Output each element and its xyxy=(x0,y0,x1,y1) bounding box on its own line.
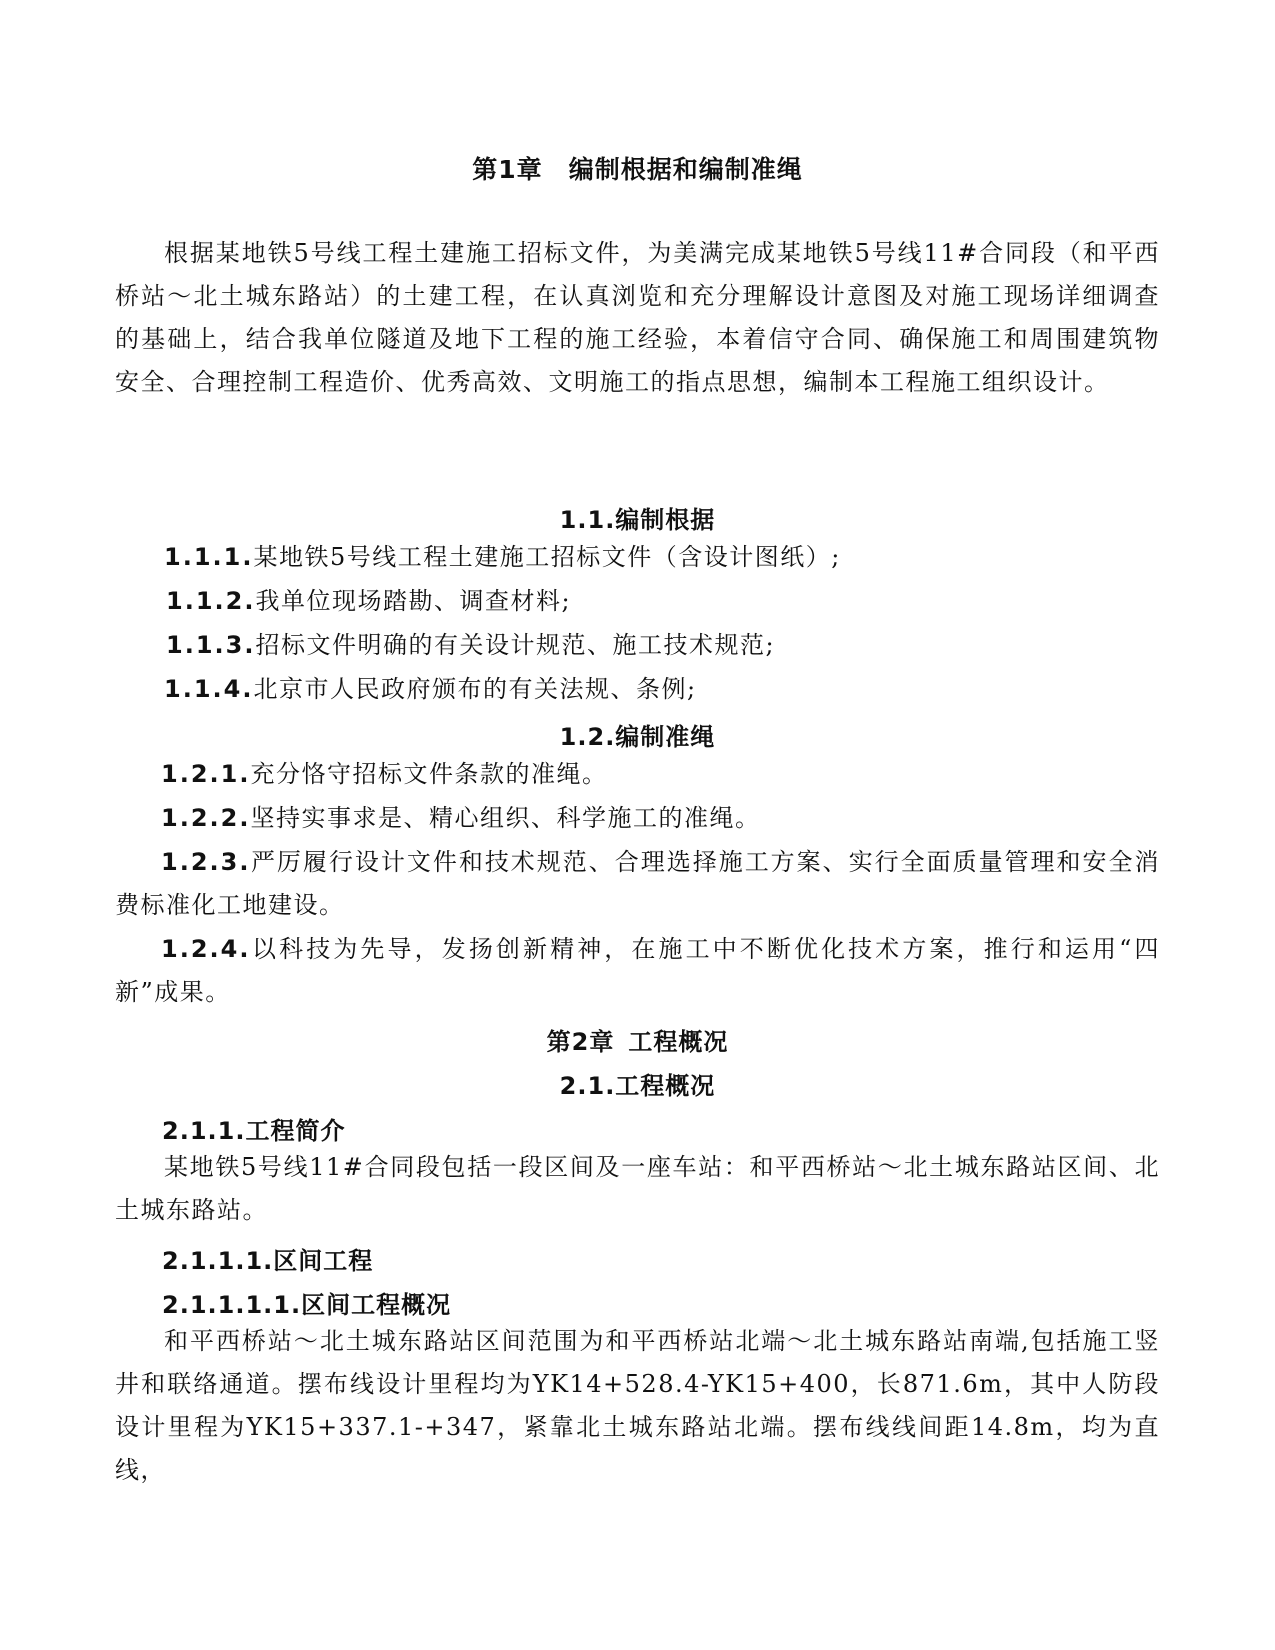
list-item-1-2-4 xyxy=(115,928,1160,1014)
list-item-1-1-2 xyxy=(115,580,1160,623)
chapter-1-title: 编制根据和编制准绳 xyxy=(568,155,803,184)
section-1-2-heading: 1.2.编制准绳 xyxy=(559,723,716,751)
item-number: 1.2.2. xyxy=(161,804,251,832)
list-item-1-2-1 xyxy=(115,753,1160,796)
chapter-2-title: 工程概况 xyxy=(628,1028,729,1056)
item-number: 1.1.1. xyxy=(164,543,254,571)
item-number: 1.2.3. xyxy=(161,848,251,876)
item-number: 1.2.1. xyxy=(161,760,251,788)
list-item-1-2-2 xyxy=(115,797,1160,840)
chapter-1-number: 第1章 xyxy=(472,155,543,184)
item-text: 坚持实事求是、精心组织、科学施工的准绳。 xyxy=(250,804,761,832)
section-2-1-heading: 2.1.工程概况 xyxy=(559,1072,716,1100)
section-1-1-heading: 1.1.编制根据 xyxy=(559,506,716,534)
item-text: 严厉履行设计文件和技术规范、合理选择施工方案、实行全面质量管理和安全消费标准化工地建设。 xyxy=(115,848,1160,919)
intro-paragraph: 根据某地铁5号线工程土建施工招标文件，为美满完成某地铁5号线11#合同段（和平西桥站～北土城东路站）的土建工程，在认真浏览和充分理解设计意图及对施工现场详细调查的基础上，结合我单位隧道及地下工程的施工经验，本着信守合同、确保施工和周围建筑物安全、合理控制工程造价、优秀高效、文明施工的指点思想，编制本工程施工组织设计。 xyxy=(115,239,1160,396)
item-text: 我单位现场踏勘、调查材料; xyxy=(255,587,572,615)
list-item-1-1-1 xyxy=(115,536,1160,579)
item-number: 1.1.2. xyxy=(166,587,256,615)
project-intro-paragraph: 某地铁5号线11#合同段包括一段区间及一座车站：和平西桥站～北土城东路站区间、北土城东路站。 xyxy=(115,1153,1160,1224)
interval-overview-paragraph: 和平西桥站～北土城东路站区间范围为和平西桥站北端～北土城东路站南端,包括施工竖井和联络通道。摆布线设计里程均为YK14+528.4-YK15+400，长871.6m，其中人防段设计里程为YK15+337.1-+347，紧靠北土城东路站北端。摆布线线间距14.8m，均为直线， xyxy=(115,1327,1160,1484)
item-number: 1.1.3. xyxy=(166,631,256,659)
item-text: 充分恪守招标文件条款的准绳。 xyxy=(250,760,608,788)
subsection-2-1-1-1-heading: 2.1.1.1.区间工程 xyxy=(162,1247,374,1275)
item-text: 以科技为先导，发扬创新精神，在施工中不断优化技术方案，推行和运用“四新”成果。 xyxy=(115,935,1160,1006)
list-item-1-1-3 xyxy=(115,624,1160,667)
item-text: 某地铁5号线工程土建施工招标文件（含设计图纸）; xyxy=(253,543,841,571)
item-text: 北京市人民政府颁布的有关法规、条例; xyxy=(253,675,697,703)
item-number: 1.1.4. xyxy=(164,675,254,703)
subsection-2-1-1-heading: 2.1.1.工程简介 xyxy=(162,1117,346,1145)
subsection-2-1-1-1-1-heading: 2.1.1.1.1.区间工程概况 xyxy=(162,1291,452,1319)
item-number: 1.2.4. xyxy=(161,935,251,963)
list-item-1-2-3 xyxy=(115,841,1160,927)
chapter-2-heading xyxy=(0,1022,1275,1057)
chapter-1-heading xyxy=(0,150,1275,186)
chapter-2-number: 第2章 xyxy=(546,1028,615,1056)
list-item-1-1-4 xyxy=(115,668,1160,711)
item-text: 招标文件明确的有关设计规范、施工技术规范; xyxy=(255,631,776,659)
